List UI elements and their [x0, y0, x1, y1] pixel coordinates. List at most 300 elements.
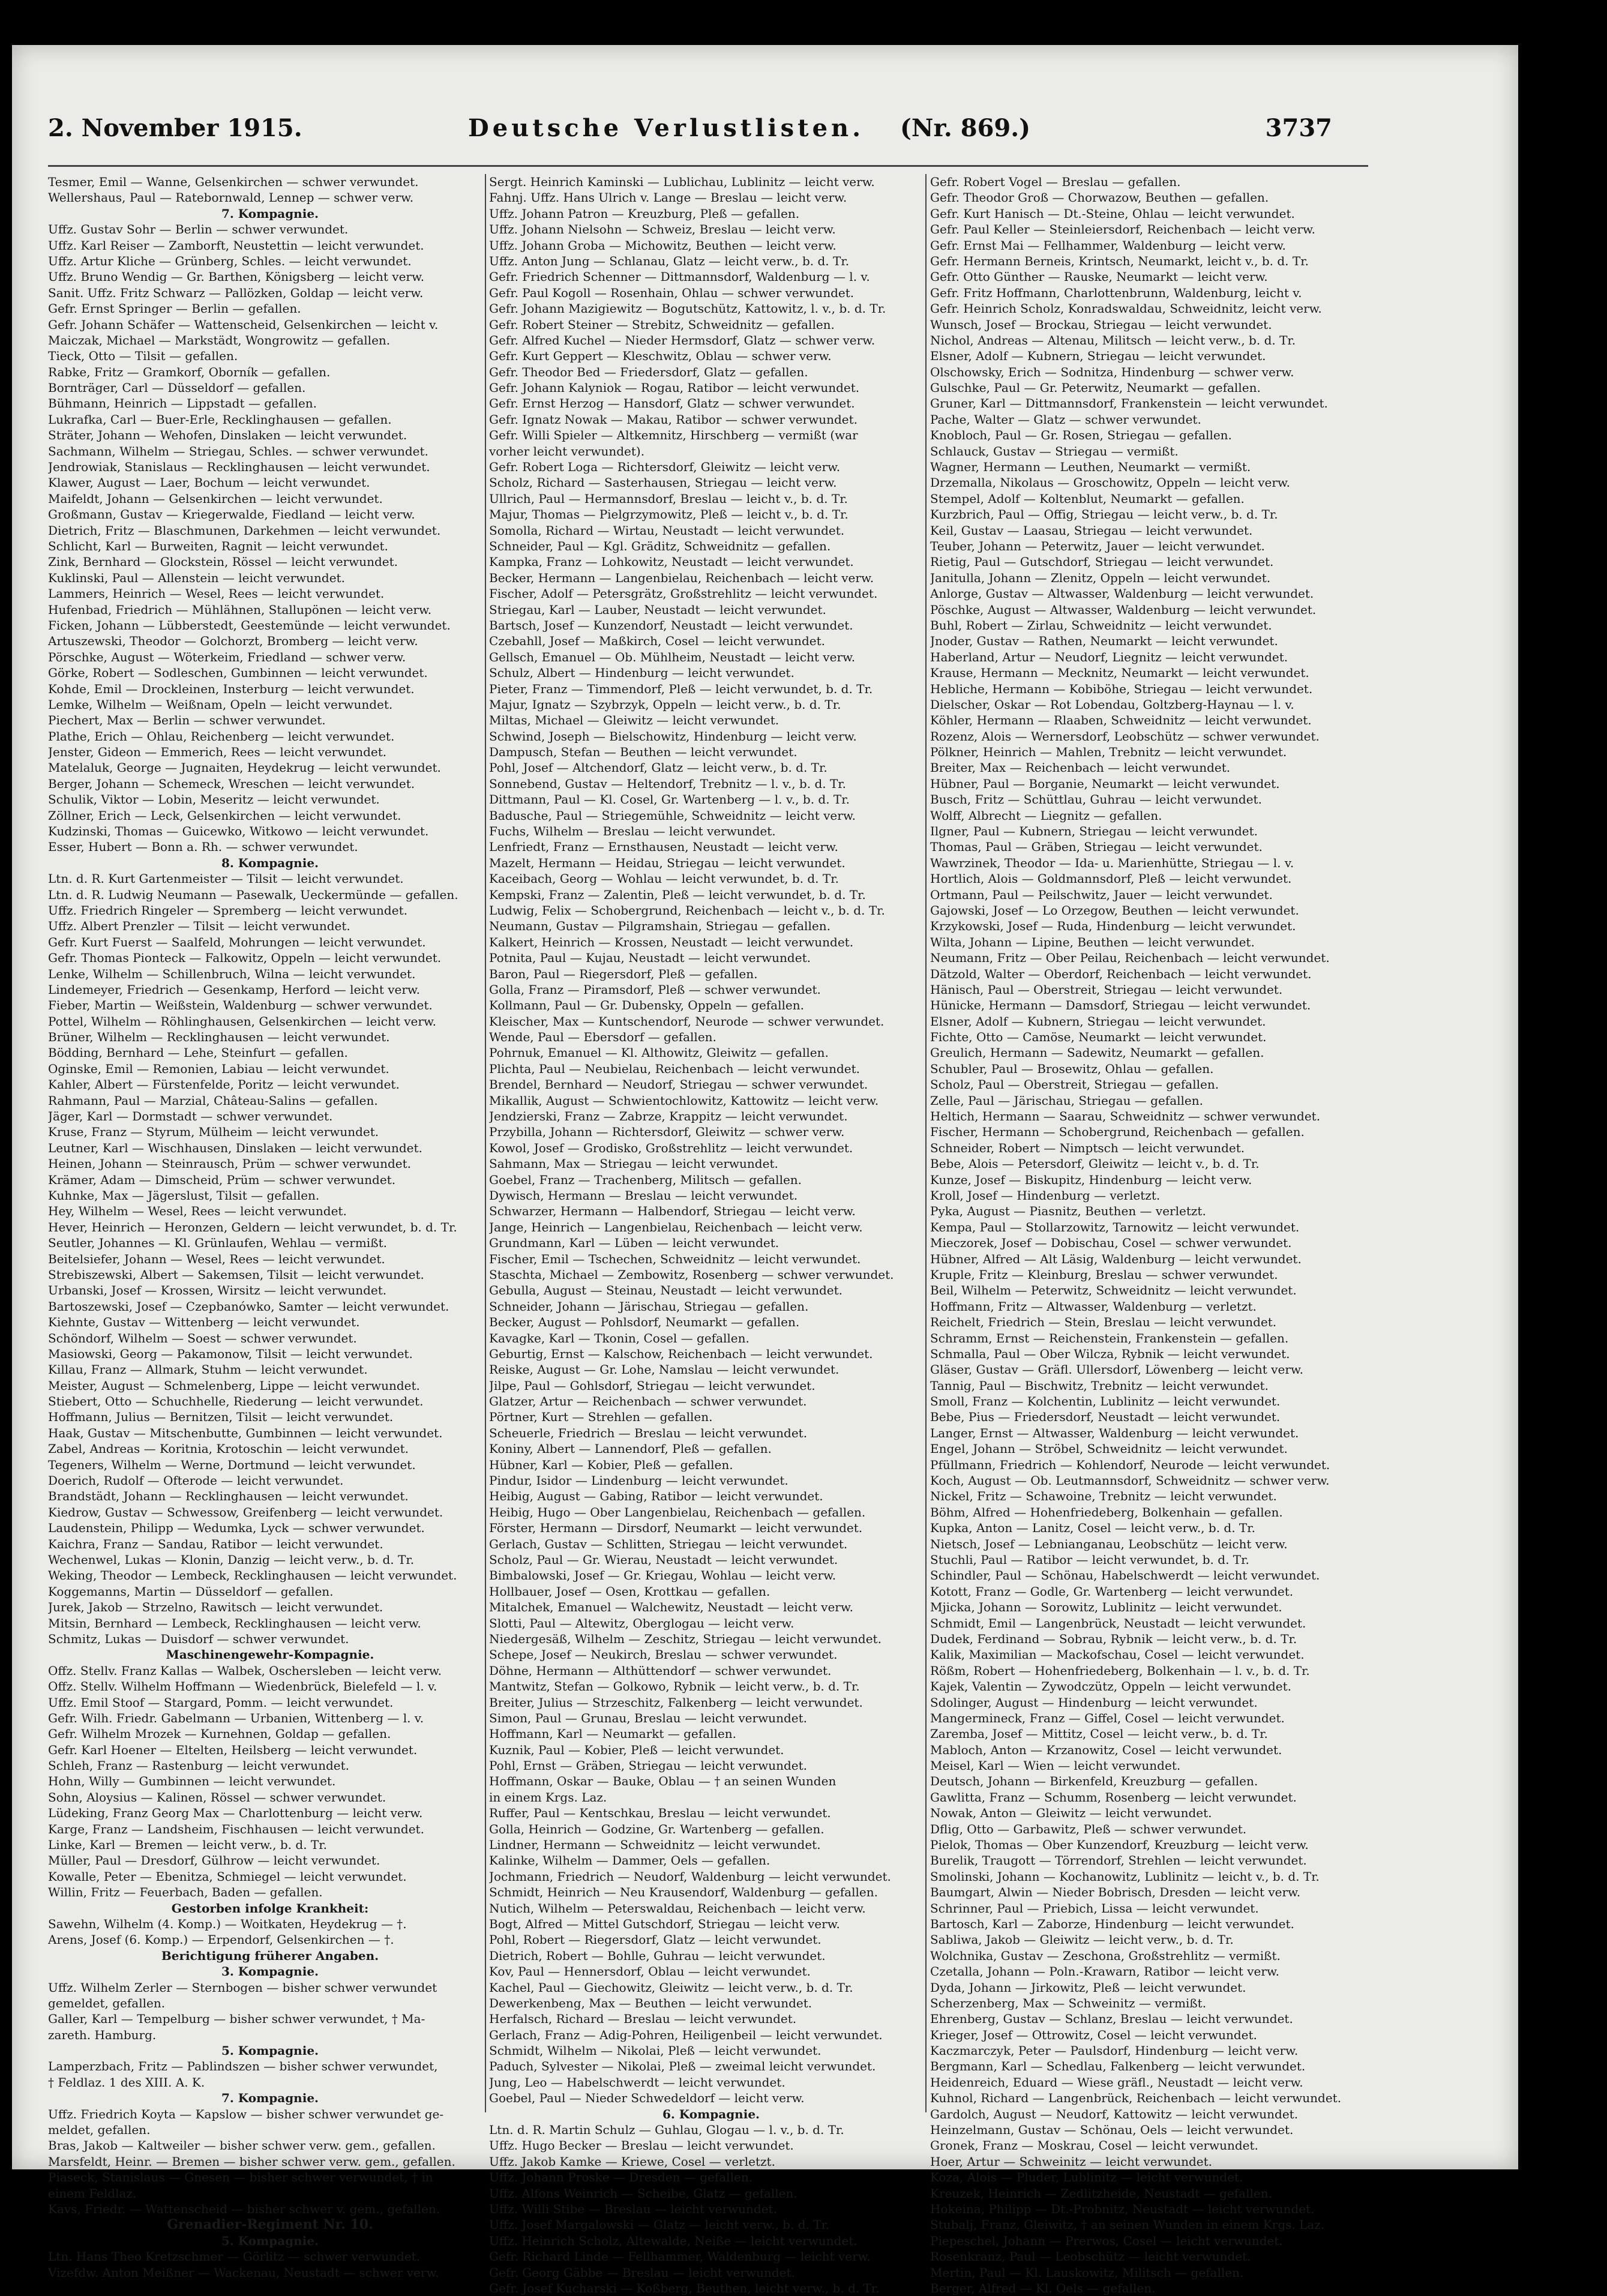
casualty-entry: Schneider, Paul — Kgl. Gräditz, Schweidnitz — gefallen. — [489, 538, 831, 553]
text-column-2 — [489, 174, 933, 2296]
casualty-entry: Anlorge, Gustav — Altwasser, Waldenburg — leicht verwundet. — [930, 586, 1314, 601]
casualty-entry: Geburtig, Ernst — Kalschow, Reichenbach — leicht verwundet. — [489, 1346, 873, 1361]
casualty-entry: Krieger, Josef — Ottrowitz, Cosel — leicht verwundet. — [930, 2027, 1257, 2042]
casualty-entry: Mazelt, Hermann — Heidau, Striegau — leicht verwundet. — [489, 855, 846, 870]
casualty-entry: Mitsin, Bernhard — Lembeck, Recklinghausen — leicht verw. — [48, 1615, 421, 1630]
casualty-entry: Lüdeking, Franz Georg Max — Charlottenburg — leicht verw. — [48, 1806, 423, 1821]
casualty-entry: Gefr. Theodor Groß — Chorwazow, Beuthen — gefallen. — [930, 190, 1269, 205]
casualty-entry: Engel, Johann — Ströbel, Schweidnitz — leicht verwundet. — [930, 1441, 1288, 1456]
casualty-entry: Willin, Fritz — Feuerbach, Baden — gefallen. — [48, 1885, 323, 1900]
casualty-entry: Kuhnke, Max — Jägerslust, Tilsit — gefallen. — [48, 1188, 320, 1203]
casualty-entry: Nickel, Fritz — Schawoine, Trebnitz — leicht verwundet. — [930, 1489, 1277, 1504]
casualty-entry: Gefr. Richard Linde — Fellhammer, Waldenburg — leicht verw. — [489, 2249, 871, 2264]
casualty-entry: Piepeschel, Johann — Prerwos, Cosel — leicht verwundet. — [930, 2233, 1283, 2248]
casualty-entry: Laudenstein, Philipp — Wedumka, Lyck — schwer verwundet. — [48, 1521, 425, 1536]
casualty-entry: Schulz, Albert — Hindenburg — leicht verwundet. — [489, 666, 794, 681]
casualty-entry: Dewerkenbeng, Max — Beuthen — leicht verwundet. — [489, 1995, 813, 2010]
casualty-entry: Bergmann, Karl — Schedlau, Falkenberg — leicht verwundet. — [930, 2059, 1306, 2074]
casualty-entry: Kiedrow, Gustav — Schwessow, Greifenberg — leicht verwundet. — [48, 1504, 443, 1519]
casualty-entry: Sahmann, Max — Striegau — leicht verwundet. — [489, 1156, 778, 1171]
casualty-entry: Gefr. Paul Keller — Steinleiersdorf, Reichenbach — leicht verw. — [930, 222, 1316, 237]
casualty-entry: Ltn. d. R. Ludwig Neumann — Pasewalk, Ueckermünde — gefallen. — [48, 887, 458, 902]
casualty-entry: Brendel, Bernhard — Neudorf, Striegau — schwer verwundet. — [489, 1077, 868, 1092]
casualty-entry: Fuchs, Wilhelm — Breslau — leicht verwundet. — [489, 824, 776, 839]
casualty-entry: Killau, Franz — Allmark, Stuhm — leicht verwundet. — [48, 1362, 368, 1377]
casualty-entry: Kunze, Josef — Biskupitz, Hindenburg — leicht verw. — [930, 1172, 1252, 1187]
casualty-entry: Sonnebend, Gustav — Heltendorf, Trebnitz — l. v., b. d. Tr. — [489, 776, 847, 791]
casualty-entry: Krämer, Adam — Dimscheid, Prüm — schwer verwundet. — [48, 1172, 396, 1187]
casualty-entry: Großmann, Gustav — Kriegerwalde, Fiedland — leicht verw. — [48, 507, 415, 522]
casualty-entry: Mitalchek, Emanuel — Walchewitz, Neustadt — leicht verw. — [489, 1600, 853, 1615]
casualty-entry: Schneider, Johann — Järischau, Striegau — gefallen. — [489, 1299, 809, 1314]
casualty-entry: Uffz. Heinrich Scholz, Altewalde, Neiße — leicht verwundet. — [489, 2233, 858, 2248]
casualty-entry: Plathe, Erich — Ohlau, Reichenberg — leicht verwundet. — [48, 729, 395, 744]
casualty-entry: Plichta, Paul — Neubielau, Reichenbach — leicht verwundet. — [489, 1061, 860, 1076]
casualty-entry: Jurek, Jakob — Strzelno, Rawitsch — leicht verwundet. — [48, 1600, 383, 1615]
casualty-entry: Dflig, Otto — Garbawitz, Pleß — schwer verwundet. — [930, 1821, 1247, 1836]
casualty-entry: Herfalsch, Richard — Breslau — leicht verwundet. — [489, 2012, 797, 2027]
casualty-entry: Kudzinski, Thomas — Guicewko, Witkowo — leicht verwundet. — [48, 824, 429, 839]
casualty-entry: Mikallik, August — Schwientochlowitz, Kattowitz — leicht verw. — [489, 1093, 879, 1108]
casualty-entry: Heibig, August — Gabing, Ratibor — leicht verwundet. — [489, 1489, 823, 1504]
casualty-entry: Ltn. Hans Theo Kretzschmer — Görlitz — schwer verwundet. — [48, 2249, 421, 2264]
casualty-entry: Ilgner, Paul — Kubnern, Striegau — leicht verwundet. — [930, 824, 1258, 839]
casualty-entry: Schepe, Josef — Neukirch, Breslau — schwer verwundet. — [489, 1647, 838, 1662]
casualty-entry: Fahnj. Uffz. Hans Ulrich v. Lange — Breslau — leicht verw. — [489, 190, 847, 205]
casualty-entry: Greulich, Hermann — Sadewitz, Neumarkt — gefallen. — [930, 1045, 1264, 1060]
casualty-entry: Linke, Karl — Bremen — leicht verw., b. d. Tr. — [48, 1838, 327, 1853]
casualty-entry: Uffz. Albert Prenzler — Tilsit — leicht verwundet. — [48, 919, 350, 934]
casualty-entry: Ullrich, Paul — Hermannsdorf, Breslau — leicht v., b. d. Tr. — [489, 491, 848, 506]
casualty-entry: Gefr. Willi Spieler — Altkemnitz, Hirschberg — vermißt (war — [489, 428, 858, 443]
casualty-entry: Majur, Thomas — Pielgrzymowitz, Pleß — leicht v., b. d. Tr. — [489, 507, 849, 522]
casualty-entry: Kalkert, Heinrich — Krossen, Neustadt — leicht verwundet. — [489, 934, 854, 949]
casualty-entry: Matelaluk, George — Jugnaiten, Heydekrug — leicht verwundet. — [48, 760, 441, 775]
casualty-entry: Koch, August — Ob. Leutmannsdorf, Schweidnitz — schwer verw. — [930, 1473, 1330, 1488]
casualty-entry: Schulik, Viktor — Lobin, Meseritz — leicht verwundet. — [48, 792, 380, 807]
casualty-entry: Scholz, Paul — Gr. Wierau, Neustadt — leicht verwundet. — [489, 1552, 838, 1567]
casualty-entry: Elsner, Adolf — Kubnern, Striegau — leicht verwundet. — [930, 1014, 1266, 1029]
casualty-entry: Offz. Stellv. Franz Kallas — Walbek, Oschersleben — leicht verw. — [48, 1663, 442, 1678]
casualty-entry: Gefr. Hermann Berneis, Krintsch, Neumarkt, leicht v., b. d. Tr. — [930, 253, 1309, 268]
casualty-entry: Bartoszewski, Josef — Czepbanówko, Samter — leicht verwundet. — [48, 1299, 449, 1314]
casualty-entry: Reichelt, Friedrich — Stein, Breslau — leicht verwundet. — [930, 1315, 1277, 1330]
casualty-entry: Pohrnuk, Emanuel — Kl. Althowitz, Gleiwitz — gefallen. — [489, 1045, 829, 1060]
casualty-entry: Pohl, Robert — Riegersdorf, Glatz — leicht verwundet. — [489, 1932, 822, 1947]
casualty-entry: Elsner, Adolf — Kubnern, Striegau — leicht verwundet. — [930, 349, 1266, 364]
casualty-entry: Thomas, Paul — Gräben, Striegau — leicht verwundet. — [930, 840, 1263, 855]
casualty-entry: Kajek, Valentin — Zywodczütz, Oppeln — leicht verwundet. — [930, 1679, 1292, 1694]
casualty-entry: Heibig, Hugo — Ober Langenbielau, Reichenbach — gefallen. — [489, 1504, 866, 1519]
casualty-entry: Hokeina, Philipp — Dt.-Probnitz, Neustadt — leicht verwundet. — [930, 2202, 1315, 2216]
casualty-entry: Wolff, Albrecht — Liegnitz — gefallen. — [930, 808, 1162, 823]
casualty-entry: Ltn. d. R. Martin Schulz — Guhlau, Glogau — l. v., b. d. Tr. — [489, 2123, 844, 2138]
casualty-entry: Scheuerle, Friedrich — Breslau — leicht verwundet. — [489, 1425, 808, 1440]
casualty-entry: Zink, Bernhard — Glockstein, Rössel — leicht verwundet. — [48, 554, 398, 569]
casualty-entry: Olschowsky, Erich — Sodnitza, Hindenburg — schwer verw. — [930, 364, 1294, 379]
casualty-entry: Dudek, Ferdinand — Sobrau, Rybnik — leicht verw., b. d. Tr. — [930, 1631, 1297, 1646]
casualty-entry: Rosenkranz, Paul — Leobschütz — leicht verwundet. — [930, 2249, 1251, 2264]
casualty-entry: Kachel, Paul — Giechowitz, Gleiwitz — leicht verw., b. d. Tr. — [489, 1980, 853, 1995]
casualty-entry: Bogt, Alfred — Mittel Gutschdorf, Striegau — leicht verw. — [489, 1916, 840, 1931]
casualty-entry: Haak, Gustav — Mitschenbutte, Gumbinnen — leicht verwundet. — [48, 1425, 443, 1440]
casualty-entry: Gefr. Ernst Springer — Berlin — gefallen. — [48, 301, 301, 316]
casualty-entry: Kruse, Franz — Styrum, Mülheim — leicht verwundet. — [48, 1125, 379, 1140]
casualty-entry: Gefr. Josef Kucharski — Koßberg, Beuthen, leicht verw., b. d. Tr. — [489, 2280, 880, 2295]
casualty-entry: Lindemeyer, Friedrich — Gesenkamp, Herford — leicht verw. — [48, 982, 421, 997]
casualty-entry: Lukrafka, Carl — Buer-Erle, Recklinghausen — gefallen. — [48, 412, 392, 427]
casualty-entry: Jilpe, Paul — Gohlsdorf, Striegau — leicht verwundet. — [489, 1378, 816, 1393]
casualty-entry: Sträter, Johann — Wehofen, Dinslaken — leicht verwundet. — [48, 428, 407, 443]
section-heading: 5. Kompagnie. — [221, 2043, 319, 2058]
casualty-entry: Gefr. Ernst Mai — Fellhammer, Waldenburg — leicht verw. — [930, 238, 1286, 253]
casualty-entry: Pörtner, Kurt — Strehlen — gefallen. — [489, 1410, 713, 1425]
casualty-entry: Uffz. Jakob Kamke — Kriewe, Cosel — verletzt. — [489, 2154, 775, 2169]
casualty-entry: Ehrenberg, Gustav — Schlanz, Breslau — leicht verwundet. — [930, 2012, 1293, 2027]
casualty-entry: Rietig, Paul — Gutschdorf, Striegau — leicht verwundet. — [930, 554, 1274, 569]
casualty-entry: einem Feldlaz. — [48, 2186, 137, 2201]
casualty-entry: Kurzbrich, Paul — Offig, Striegau — leicht verw., b. d. Tr. — [930, 507, 1278, 522]
casualty-entry: Offz. Stellv. Wilhelm Hoffmann — Wiedenbrück, Bielefeld — l. v. — [48, 1679, 437, 1694]
casualty-entry: Becker, Hermann — Langenbielau, Reichenbach — leicht verw. — [489, 570, 874, 585]
casualty-entry: Bebe, Pius — Friedersdorf, Neustadt — leicht verwundet. — [930, 1410, 1281, 1425]
casualty-entry: Hohn, Willy — Gumbinnen — leicht verwundet. — [48, 1774, 336, 1789]
casualty-entry: Kuhnol, Richard — Langenbrück, Reichenbach — leicht verwundet. — [930, 2091, 1342, 2106]
casualty-entry: Dätzold, Walter — Oberdorf, Reichenbach — leicht verwundet. — [930, 966, 1312, 981]
section-heading: 3. Kompagnie. — [221, 1964, 319, 1979]
issue-number: (Nr. 869.) — [900, 114, 1031, 142]
casualty-entry: Masiowski, Georg — Pakamonow, Tilsit — leicht verwundet. — [48, 1346, 413, 1361]
section-heading: 5. Kompagnie. — [221, 2233, 319, 2248]
casualty-entry: Golla, Franz — Piramsdorf, Pleß — schwer verwundet. — [489, 982, 821, 997]
casualty-entry: Smoll, Franz — Kolchentin, Lublinitz — leicht verwundet. — [930, 1394, 1281, 1409]
casualty-entry: Gefr. Georg Gäbbe — Breslau — leicht verwundet. — [489, 2265, 795, 2280]
casualty-entry: Esser, Hubert — Bonn a. Rh. — schwer verwundet. — [48, 840, 358, 855]
casualty-entry: Heinzelmann, Gustav — Schönau, Oels — leicht verwundet. — [930, 2123, 1294, 2138]
casualty-entry: Uffz. Emil Stoof — Stargard, Pomm. — leicht verwundet. — [48, 1695, 394, 1710]
casualty-entry: Gefr. Robert Steiner — Strebitz, Schweidnitz — gefallen. — [489, 317, 835, 332]
casualty-entry: Heinen, Johann — Steinrausch, Prüm — schwer verwundet. — [48, 1156, 412, 1171]
casualty-entry: Slotti, Paul — Altewitz, Oberglogau — leicht verw. — [489, 1615, 794, 1630]
casualty-entry: Schrinner, Paul — Priebich, Lissa — leicht verwundet. — [930, 1901, 1259, 1916]
casualty-entry: Kohde, Emil — Drockleinen, Insterburg — leicht verwundet. — [48, 681, 415, 696]
casualty-entry: Uffz. Hugo Becker — Breslau — leicht verwundet. — [489, 2138, 794, 2153]
casualty-entry: Deutsch, Johann — Birkenfeld, Kreuzburg — gefallen. — [930, 1774, 1258, 1789]
casualty-entry: Dyda, Johann — Jirkowitz, Pleß — leicht verwundet. — [930, 1980, 1246, 1995]
casualty-entry: Brüner, Wilhelm — Recklinghausen — leicht verwundet. — [48, 1030, 390, 1045]
casualty-entry: Sohn, Aloysius — Kalinen, Rössel — schwer verwundet. — [48, 1790, 386, 1805]
casualty-entry: Lenke, Wilhelm — Schillenbruch, Wilna — leicht verwundet. — [48, 966, 416, 981]
casualty-entry: Berger, Johann — Schemeck, Wreschen — leicht verwundet. — [48, 776, 415, 791]
casualty-entry: Uffz. Josef Margalowski — Glatz — leicht verw., b. d. Tr. — [489, 2217, 830, 2232]
casualty-entry: Keil, Gustav — Laasau, Striegau — leicht verwundet. — [930, 523, 1253, 538]
casualty-entry: Sanit. Uffz. Fritz Schwarz — Pallözken, Goldap — leicht verw. — [48, 285, 424, 300]
casualty-entry: Gefr. Wilhelm Mrozek — Kurnehnen, Goldap — gefallen. — [48, 1727, 391, 1742]
casualty-entry: Mabloch, Anton — Krzanowitz, Cosel — leicht verwundet. — [930, 1742, 1282, 1757]
casualty-entry: Stuchli, Paul — Ratibor — leicht verwundet, b. d. Tr. — [930, 1552, 1249, 1567]
casualty-entry: Scherzenberg, Max — Schweinitz — vermißt. — [930, 1995, 1207, 2010]
casualty-entry: Döhne, Hermann — Althüttendorf — schwer verwundet. — [489, 1663, 832, 1678]
casualty-entry: Hübner, Karl — Kobier, Pleß — gefallen. — [489, 1457, 733, 1472]
casualty-entry: Teuber, Johann — Peterwitz, Jauer — leicht verwundet. — [930, 538, 1265, 553]
casualty-entry: Bebe, Alois — Petersdorf, Gleiwitz — leicht v., b. d. Tr. — [930, 1156, 1260, 1171]
casualty-entry: Schmitz, Lukas — Duisdorf — schwer verwundet. — [48, 1631, 349, 1646]
casualty-entry: Jochmann, Friedrich — Neudorf, Waldenburg — leicht verwundet. — [489, 1869, 891, 1884]
casualty-entry: Lamperzbach, Fritz — Pablindszen — bisher schwer verwundet, — [48, 2059, 438, 2074]
casualty-entry: Uffz. Karl Reiser — Zamborft, Neustettin — leicht verwundet. — [48, 238, 424, 253]
casualty-entry: Niedergesäß, Wilhelm — Zeschitz, Striegau — leicht verwundet. — [489, 1631, 882, 1646]
casualty-entry: Ltn. d. R. Kurt Gartenmeister — Tilsit — leicht verwundet. — [48, 871, 404, 886]
casualty-entry: Maifeldt, Johann — Gelsenkirchen — leicht verwundet. — [48, 491, 383, 506]
casualty-entry: Schwind, Joseph — Bielschowitz, Hindenburg — leicht verw. — [489, 729, 857, 744]
casualty-entry: Maiczak, Michael — Markstädt, Wongrowitz — gefallen. — [48, 332, 391, 347]
casualty-entry: Stiebert, Otto — Schuchhelle, Riederung — leicht verwundet. — [48, 1394, 424, 1409]
section-heading: 7. Kompagnie. — [221, 2091, 319, 2106]
casualty-entry: Breiter, Julius — Strzeschitz, Falkenberg — leicht verwundet. — [489, 1695, 863, 1710]
casualty-entry: Hebliche, Hermann — Kobiböhe, Striegau — leicht verwundet. — [930, 681, 1313, 696]
casualty-entry: Berger, Alfred — Kl. Oels — gefallen. — [930, 2280, 1156, 2295]
casualty-entry: Gebulla, August — Steinau, Neustadt — leicht verwundet. — [489, 1283, 843, 1298]
casualty-entry: Bühmann, Heinrich — Lippstadt — gefallen. — [48, 396, 317, 411]
casualty-entry: Gefr. Theodor Bed — Friedersdorf, Glatz — gefallen. — [489, 364, 808, 379]
casualty-entry: Mjicka, Johann — Sorowitz, Lublinitz — leicht verwundet. — [930, 1600, 1282, 1615]
casualty-entry: Bödding, Bernhard — Lehe, Steinfurt — gefallen. — [48, 1045, 348, 1060]
page-title: Deutsche Verlustlisten. — [468, 114, 865, 142]
casualty-entry: Lemke, Wilhelm — Weißnam, Opeln — leicht verwundet. — [48, 697, 393, 712]
casualty-entry: Sergt. Heinrich Kaminski — Lublichau, Lublinitz — leicht verw. — [489, 175, 875, 189]
casualty-entry: Gellsch, Emanuel — Ob. Mühlheim, Neustadt — leicht verw. — [489, 649, 856, 664]
casualty-entry: Mangermineck, Franz — Giffel, Cosel — leicht verwundet. — [930, 1710, 1285, 1725]
casualty-entry: Gefr. Robert Vogel — Breslau — gefallen. — [930, 175, 1181, 189]
casualty-entry: Kempski, Franz — Zalentin, Pleß — leicht verwundet, b. d. Tr. — [489, 887, 866, 902]
casualty-entry: Gardolch, August — Neudorf, Kattowitz — leicht verwundet. — [930, 2106, 1299, 2121]
casualty-entry: Wellershaus, Paul — Ratebornwald, Lennep — schwer verw. — [48, 190, 414, 205]
casualty-entry: Burelik, Traugott — Törrendorf, Strehlen — leicht verwundet. — [930, 1853, 1307, 1868]
casualty-entry: Gefr. Johann Kalyniok — Rogau, Ratibor — leicht verwundet. — [489, 380, 860, 395]
casualty-entry: Uffz. Johann Nielsohn — Schweiz, Breslau — leicht verw. — [489, 222, 836, 237]
casualty-entry: Kempa, Paul — Stollarzowitz, Tarnowitz — leicht verwundet. — [930, 1219, 1300, 1234]
casualty-entry: Hübner, Alfred — Alt Läsig, Waldenburg — leicht verwundet. — [930, 1251, 1302, 1266]
casualty-entry: Schneider, Robert — Nimptsch — leicht verwundet. — [930, 1140, 1245, 1155]
casualty-entry: Wunsch, Josef — Brockau, Striegau — leicht verwundet. — [930, 317, 1272, 332]
casualty-entry: † Feldlaz. 1 des XIII. A. K. — [48, 2075, 205, 2090]
casualty-entry: Langer, Ernst — Altwasser, Waldenburg — leicht verwundet. — [930, 1425, 1299, 1440]
casualty-entry: Kroll, Josef — Hindenburg — verletzt. — [930, 1188, 1161, 1203]
casualty-entry: Gefr. Johann Mazigiewitz — Bogutschütz, Kattowitz, l. v., b. d. Tr. — [489, 301, 886, 316]
casualty-entry: Gruner, Karl — Dittmannsdorf, Frankenstein — leicht verwundet. — [930, 396, 1328, 411]
casualty-entry: Gerlach, Franz — Adig-Pohren, Heiligenbeil — leicht verwundet. — [489, 2027, 883, 2042]
casualty-entry: Zelle, Paul — Järischau, Striegau — gefallen. — [930, 1093, 1203, 1108]
casualty-entry: Mieczorek, Josef — Dobischau, Cosel — schwer verwundet. — [930, 1236, 1292, 1251]
casualty-entry: Stubalj, Franz, Gleiwitz, † an seinen Wunden in einem Krgs. Laz. — [930, 2217, 1325, 2232]
casualty-entry: Hey, Wilhelm — Wesel, Rees — leicht verwundet. — [48, 1204, 347, 1219]
casualty-entry: Mertin, Paul — Kl. Lauskowitz, Militsch — gefallen. — [930, 2265, 1244, 2280]
casualty-entry: Gajowski, Josef — Lo Orzegow, Beuthen — leicht verwundet. — [930, 903, 1299, 918]
casualty-entry: Kahler, Albert — Fürstenfelde, Poritz — leicht verwundet. — [48, 1077, 400, 1092]
casualty-entry: Ludwig, Felix — Schobergrund, Reichenbach — leicht v., b. d. Tr. — [489, 903, 885, 918]
casualty-entry: Jange, Heinrich — Langenbielau, Reichenbach — leicht verw. — [489, 1219, 863, 1234]
casualty-entry: Lammers, Heinrich — Wesel, Rees — leicht verwundet. — [48, 586, 385, 601]
casualty-entry: Schlicht, Karl — Burweiten, Ragnit — leicht verwundet. — [48, 538, 388, 553]
casualty-entry: Stempel, Adolf — Koltenblut, Neumarkt — gefallen. — [930, 491, 1245, 506]
casualty-entry: Scholz, Richard — Sasterhausen, Striegau — leicht verw. — [489, 475, 837, 490]
casualty-entry: Klawer, August — Laer, Bochum — leicht verwundet. — [48, 475, 370, 490]
section-heading: Maschinengewehr-Kompagnie. — [166, 1647, 374, 1662]
casualty-entry: Lenfriedt, Franz — Ernsthausen, Neustadt — leicht verw. — [489, 840, 838, 855]
casualty-entry: Simon, Paul — Grunau, Breslau — leicht verwundet. — [489, 1710, 807, 1725]
casualty-entry: Bimbalowski, Josef — Gr. Kriegau, Wohlau — leicht verw. — [489, 1568, 837, 1583]
casualty-entry: Gefr. Otto Günther — Rauske, Neumarkt — leicht verw. — [930, 269, 1268, 284]
casualty-entry: Uffz. Gustav Sohr — Berlin — schwer verwundet. — [48, 222, 349, 237]
casualty-entry: Knobloch, Paul — Gr. Rosen, Striegau — gefallen. — [930, 428, 1232, 443]
casualty-entry: Pörschke, August — Wöterkeim, Friedland — schwer verw. — [48, 649, 406, 664]
casualty-entry: Krzykowski, Josef — Ruda, Hindenburg — leicht verwundet. — [930, 919, 1296, 934]
casualty-entry: Fischer, Hermann — Schobergrund, Reichenbach — gefallen. — [930, 1125, 1305, 1140]
casualty-entry: zareth. Hamburg. — [48, 2027, 157, 2042]
casualty-entry: Nietsch, Josef — Lebnianganau, Leobschütz — leicht verw. — [930, 1536, 1288, 1551]
casualty-entry: Gefr. Alfred Kuchel — Nieder Hermsdorf, Glatz — schwer verw. — [489, 332, 876, 347]
casualty-entry: in einem Krgs. Laz. — [489, 1790, 607, 1805]
casualty-entry: Nowak, Anton — Gleiwitz — leicht verwundet. — [930, 1806, 1212, 1821]
casualty-entry: Badusche, Paul — Striegemühle, Schweidnitz — leicht verw. — [489, 808, 856, 823]
casualty-entry: Gerlach, Gustav — Schlitten, Striegau — leicht verwundet. — [489, 1536, 848, 1551]
casualty-entry: Köhler, Hermann — Rlaaben, Schweidnitz — leicht verwundet. — [930, 713, 1312, 728]
casualty-entry: Tegeners, Wilhelm — Werne, Dortmund — leicht verwundet. — [48, 1457, 416, 1472]
casualty-entry: Smolinski, Johann — Kochanowitz, Lublinitz — leicht v., b. d. Tr. — [930, 1869, 1320, 1884]
section-heading: 7. Kompagnie. — [221, 206, 319, 221]
casualty-entry: Sawehn, Wilhelm (4. Komp.) — Woitkaten, Heydekrug — †. — [48, 1916, 407, 1931]
casualty-entry: Meister, August — Schmelenberg, Lippe — leicht verwundet. — [48, 1378, 420, 1393]
casualty-entry: Neumann, Gustav — Pilgramshain, Striegau — gefallen. — [489, 919, 831, 934]
casualty-entry: Hever, Heinrich — Heronzen, Geldern — leicht verwundet, b. d. Tr. — [48, 1219, 457, 1234]
casualty-entry: Czetalla, Johann — Poln.-Krawarn, Ratibor — leicht verw. — [930, 1964, 1280, 1979]
casualty-entry: Gefr. Karl Hoener — Eltelten, Heilsberg — leicht verwundet. — [48, 1742, 418, 1757]
casualty-entry: Kalik, Maximilian — Mackofschau, Cosel — leicht verwundet. — [930, 1647, 1305, 1662]
casualty-entry: Hufenbad, Friedrich — Mühlähnen, Stallupönen — leicht verw. — [48, 602, 432, 617]
casualty-entry: Dielscher, Oskar — Rot Lobendau, Goltzberg-Haynau — l. v. — [930, 697, 1294, 712]
casualty-entry: Pohl, Josef — Altchendorf, Glatz — leicht verw., b. d. Tr. — [489, 760, 828, 775]
casualty-entry: Jäger, Karl — Dormstadt — schwer verwundet. — [48, 1109, 333, 1124]
casualty-entry: Kowol, Josef — Grodisko, Großstrehlitz — leicht verwundet. — [489, 1140, 853, 1155]
casualty-entry: Gefr. Ignatz Nowak — Makau, Ratibor — schwer verwundet. — [489, 412, 858, 427]
casualty-entry: Drzemalla, Nikolaus — Groschowitz, Oppeln — leicht verw. — [930, 475, 1291, 490]
casualty-entry: Striegau, Karl — Lauber, Neustadt — leicht verwundet. — [489, 602, 826, 617]
casualty-entry: Jnoder, Gustav — Rathen, Neumarkt — leicht verwundet. — [930, 634, 1278, 649]
casualty-entry: Schlauck, Gustav — Striegau — vermißt. — [930, 443, 1179, 458]
casualty-entry: Förster, Hermann — Dirsdorf, Neumarkt — leicht verwundet. — [489, 1521, 863, 1536]
casualty-entry: Kollmann, Paul — Gr. Dubensky, Oppeln — gefallen. — [489, 998, 804, 1013]
section-heading: Berichtigung früherer Angaben. — [161, 1948, 379, 1963]
casualty-entry: Baumgart, Alwin — Nieder Bobrisch, Dresden — leicht verw. — [930, 1885, 1301, 1900]
casualty-entry: Hünicke, Hermann — Damsdorf, Striegau — leicht verwundet. — [930, 998, 1311, 1013]
casualty-entry: Rozenz, Alois — Wernersdorf, Leobschütz — schwer verwundet. — [930, 729, 1320, 744]
casualty-entry: Hoffmann, Julius — Bernitzen, Tilsit — leicht verwundet. — [48, 1410, 394, 1425]
casualty-entry: Galler, Karl — Tempelburg — bisher schwer verwundet, † Ma- — [48, 2012, 425, 2027]
casualty-entry: Uffz. Anton Jung — Schlanau, Glatz — leicht verw., b. d. Tr. — [489, 253, 850, 268]
casualty-entry: Gefr. Thomas Pionteck — Falkowitz, Oppeln — leicht verwundet. — [48, 951, 442, 966]
casualty-entry: Jendrowiak, Stanislaus — Recklinghausen — leicht verwundet. — [48, 460, 430, 475]
casualty-entry: Schindler, Paul — Schönau, Habelschwerdt — leicht verwundet. — [930, 1568, 1320, 1583]
casualty-entry: Rößm, Robert — Hohenfriedeberg, Bolkenhain — l. v., b. d. Tr. — [930, 1663, 1310, 1678]
casualty-entry: Gefr. Kurt Fuerst — Saalfeld, Mohrungen — leicht verwundet. — [48, 934, 426, 949]
casualty-entry: Jenster, Gideon — Emmerich, Rees — leicht verwundet. — [48, 745, 387, 760]
casualty-entry: Majur, Ignatz — Szybrzyk, Oppeln — leicht verw., b. d. Tr. — [489, 697, 841, 712]
casualty-entry: Wechenwel, Lukas — Klonin, Danzig — leicht verw., b. d. Tr. — [48, 1552, 415, 1567]
casualty-entry: Heltich, Hermann — Saarau, Schweidnitz — schwer verwundet. — [930, 1109, 1321, 1124]
casualty-entry: Uffz. Artur Kliche — Grünberg, Schles. — leicht verwundet. — [48, 253, 412, 268]
casualty-entry: Gulschke, Paul — Gr. Peterwitz, Neumarkt — gefallen. — [930, 380, 1261, 395]
casualty-entry: Dampusch, Stefan — Beuthen — leicht verwundet. — [489, 745, 797, 760]
casualty-entry: Goebel, Paul — Nieder Schwedeldorf — leicht verw. — [489, 2091, 805, 2106]
casualty-entry: Kaichra, Franz — Sandau, Ratibor — leicht verwundet. — [48, 1536, 383, 1551]
casualty-entry: Kuznik, Paul — Kobier, Pleß — leicht verwundet. — [489, 1742, 784, 1757]
casualty-entry: Schmalla, Paul — Ober Wilcza, Rybnik — leicht verwundet. — [930, 1346, 1290, 1361]
page-date: 2. November 1915. — [48, 114, 302, 142]
casualty-entry: Gläser, Gustav — Gräfl. Ullersdorf, Löwenberg — leicht verw. — [930, 1362, 1303, 1377]
casualty-entry: Fischer, Emil — Tschechen, Schweidnitz — leicht verwundet. — [489, 1251, 861, 1266]
casualty-entry: Hübner, Paul — Borganie, Neumarkt — leicht verwundet. — [930, 776, 1280, 791]
casualty-entry: Wawrzinek, Theodor — Ida- u. Marienhütte, Striegau — l. v. — [930, 855, 1294, 870]
casualty-entry: Uffz. Willi Stibe — Breslau — leicht verwundet. — [489, 2202, 777, 2216]
casualty-entry: Somolla, Richard — Wirtau, Neustadt — leicht verwundet. — [489, 523, 845, 538]
text-column-1 — [48, 174, 492, 2280]
casualty-entry: Dietrich, Robert — Bohlle, Guhrau — leicht verwundet. — [489, 1948, 826, 1963]
casualty-entry: Jendzierski, Franz — Zabrze, Krappitz — leicht verwundet. — [489, 1109, 848, 1124]
casualty-entry: Wilta, Johann — Lipine, Beuthen — leicht verwundet. — [930, 934, 1255, 949]
casualty-entry: Lindner, Hermann — Schweidnitz — leicht verwundet. — [489, 1838, 821, 1853]
casualty-entry: Meisel, Karl — Wien — leicht verwundet. — [930, 1758, 1181, 1773]
casualty-entry: Potnita, Paul — Kujau, Neustadt — leicht verwundet. — [489, 951, 811, 966]
casualty-entry: Beil, Wilhelm — Peterwitz, Schweidnitz — leicht verwundet. — [930, 1283, 1297, 1298]
casualty-entry: Zabel, Andreas — Koritnia, Krotoschin — leicht verwundet. — [48, 1441, 409, 1456]
casualty-entry: Przybilla, Johann — Richtersdorf, Gleiwitz — schwer verw. — [489, 1125, 845, 1140]
casualty-entry: Sachmann, Wilhelm — Striegau, Schles. — schwer verwundet. — [48, 443, 428, 458]
casualty-entry: Bornträger, Carl — Düsseldorf — gefallen. — [48, 380, 306, 395]
casualty-entry: Hoffmann, Fritz — Altwasser, Waldenburg — verletzt. — [930, 1299, 1257, 1314]
casualty-entry: Pöschke, August — Altwasser, Waldenburg — leicht verwundet. — [930, 602, 1317, 617]
casualty-entry: Wagner, Hermann — Leuthen, Neumarkt — vermißt. — [930, 460, 1251, 475]
casualty-entry: Kavagke, Karl — Tkonin, Cosel — gefallen. — [489, 1330, 749, 1345]
casualty-entry: Paduch, Sylvester — Nikolai, Pleß — zweimal leicht verwundet. — [489, 2059, 876, 2074]
casualty-entry: Gefr. Paul Kogoll — Rosenhain, Ohlau — schwer verwundet. — [489, 285, 855, 300]
casualty-entry: gemeldet, gefallen. — [48, 1995, 166, 2010]
casualty-entry: Kupka, Anton — Lanitz, Cosel — leicht verw., b. d. Tr. — [930, 1521, 1255, 1536]
casualty-entry: Bartsch, Josef — Kunzendorf, Neustadt — leicht verwundet. — [489, 618, 853, 633]
casualty-entry: Wolchnika, Gustav — Zeschona, Großstrehlitz — vermißt. — [930, 1948, 1281, 1963]
casualty-entry: Fichte, Otto — Camöse, Neumarkt — leicht verwundet. — [930, 1030, 1267, 1045]
casualty-entry: Kaceibach, Georg — Wohlau — leicht verwundet, b. d. Tr. — [489, 871, 839, 886]
casualty-entry: Oginske, Emil — Remonien, Labiau — leicht verwundet. — [48, 1061, 389, 1076]
casualty-entry: Artuszewski, Theodor — Golchorzt, Bromberg — leicht verw. — [48, 634, 418, 649]
casualty-entry: Mantwitz, Stefan — Golkowo, Rybnik — leicht verw., b. d. Tr. — [489, 1679, 860, 1694]
casualty-entry: Sdolinger, August — Hindenburg — leicht verwundet. — [930, 1695, 1258, 1710]
casualty-entry: Gefr. Friedrich Schenner — Dittmannsdorf, Waldenburg — l. v. — [489, 269, 870, 284]
casualty-entry: Kowalle, Peter — Ebenitza, Schmiegel — leicht verwundet. — [48, 1869, 407, 1884]
casualty-entry: Hänisch, Paul — Oberstreit, Striegau — leicht verwundet. — [930, 982, 1283, 997]
casualty-entry: Piechert, Max — Berlin — schwer verwundet. — [48, 713, 326, 728]
casualty-entry: Kuklinski, Paul — Allenstein — leicht verwundet. — [48, 570, 345, 585]
casualty-entry: Pielok, Thomas — Ober Kunzendorf, Kreuzburg — leicht verw. — [930, 1838, 1309, 1853]
section-heading: Gestorben infolge Krankheit: — [171, 1901, 369, 1916]
casualty-entry: Hoer, Artur — Schweinitz — leicht verwundet. — [930, 2154, 1213, 2169]
casualty-entry: Schramm, Ernst — Reichenstein, Frankenstein — gefallen. — [930, 1330, 1289, 1345]
casualty-entry: Pindur, Isidor — Lindenburg — leicht verwundet. — [489, 1473, 788, 1488]
casualty-entry: Gronek, Franz — Moskrau, Cosel — leicht verwundet. — [930, 2138, 1258, 2153]
casualty-entry: Kotott, Franz — Godle, Gr. Wartenberg — leicht verwundet. — [930, 1584, 1294, 1599]
casualty-entry: Schwarzer, Hermann — Halbendorf, Striegau — leicht verw. — [489, 1204, 856, 1219]
casualty-entry: Buhl, Robert — Zirlau, Schweidnitz — leicht verwundet. — [930, 618, 1272, 633]
casualty-entry: Fischer, Adolf — Petersgrätz, Großstrehlitz — leicht verwundet. — [489, 586, 878, 601]
